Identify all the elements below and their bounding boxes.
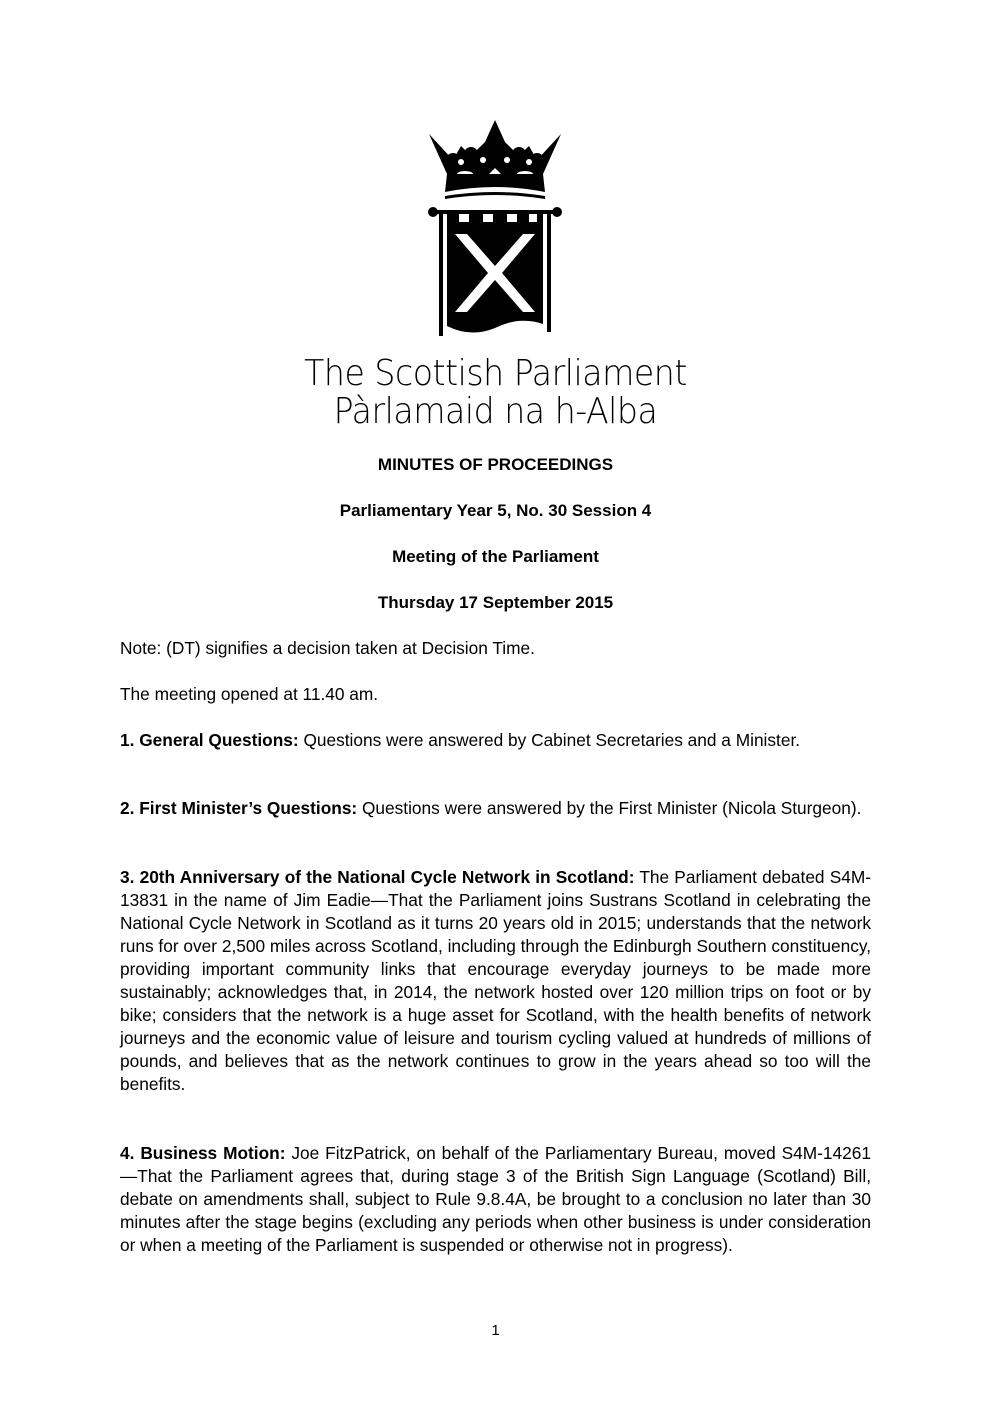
item-text: The Parliament debated S4M-13831 in the name of Jim Eadie—That the Parliament joins Sustrans Scotland in celebrating the National Cycle Network in Scotland as it turns 20 years old in 2015; understands that the network runs for over 2,500 miles across Scotland, including through the Edinburgh Southern constituency, providing important community links that encourage everyday journeys to be made more sustainably; acknowledges that, in 2014, the network hosted over 120 million trips on foot or by bike; considers that the network is a huge asset for Scotland, with the health benefits of network journeys and the economic value of leisure and tourism cycling valued at hundreds of millions of pounds, and believes that as the network continues to grow in the years ahead so too will the benefits. — [120, 867, 871, 1094]
item-heading: 4. Business Motion: — [120, 1143, 286, 1163]
item-heading: 2. First Minister’s Questions: — [120, 798, 358, 818]
agenda-item-cycle-network — [120, 866, 871, 1096]
item-heading: 1. General Questions: — [120, 730, 299, 750]
item-text: Joe FitzPatrick, on behalf of the Parliamentary Bureau, moved S4M-14261—That the Parliament agrees that, during stage 3 of the British Sign Language (Scotland) Bill, debate on amendments shall, subject to Rule 9.8.4A, be brought to a conclusion no later than 30 minutes after the stage begins (excluding any periods when other business is under consideration or when a meeting of the Parliament is suspended or otherwise not in progress). — [120, 1143, 871, 1255]
opening-time: The meeting opened at 11.40 am. — [120, 684, 379, 704]
item-text: Questions were answered by the First Minister (Nicola Sturgeon). — [357, 798, 862, 818]
parliament-name-gaelic: Pàrlamaid na h-Alba — [333, 391, 658, 432]
item-heading: 3. 20th Anniversary of the National Cycle Network in Scotland: — [120, 867, 635, 887]
agenda-item-business-motion — [120, 1142, 871, 1257]
page-number: 1 — [491, 1322, 500, 1339]
meeting-title: Meeting of the Parliament — [392, 547, 599, 566]
parliament-name-english: The Scottish Parliament — [304, 353, 687, 394]
document-title: MINUTES OF PROCEEDINGS — [377, 455, 614, 474]
session-line: Parliamentary Year 5, No. 30 Session 4 — [339, 501, 652, 520]
meeting-date: Thursday 17 September 2015 — [377, 593, 614, 612]
agenda-item-first-ministers-questions — [120, 797, 871, 820]
agenda-item-general-questions — [120, 729, 871, 752]
item-text: Questions were answered by Cabinet Secretaries and a Minister. — [298, 730, 801, 750]
scottish-parliament-crest-icon — [425, 116, 565, 340]
decision-time-note: Note: (DT) signifies a decision taken at Decision Time. — [120, 638, 535, 658]
